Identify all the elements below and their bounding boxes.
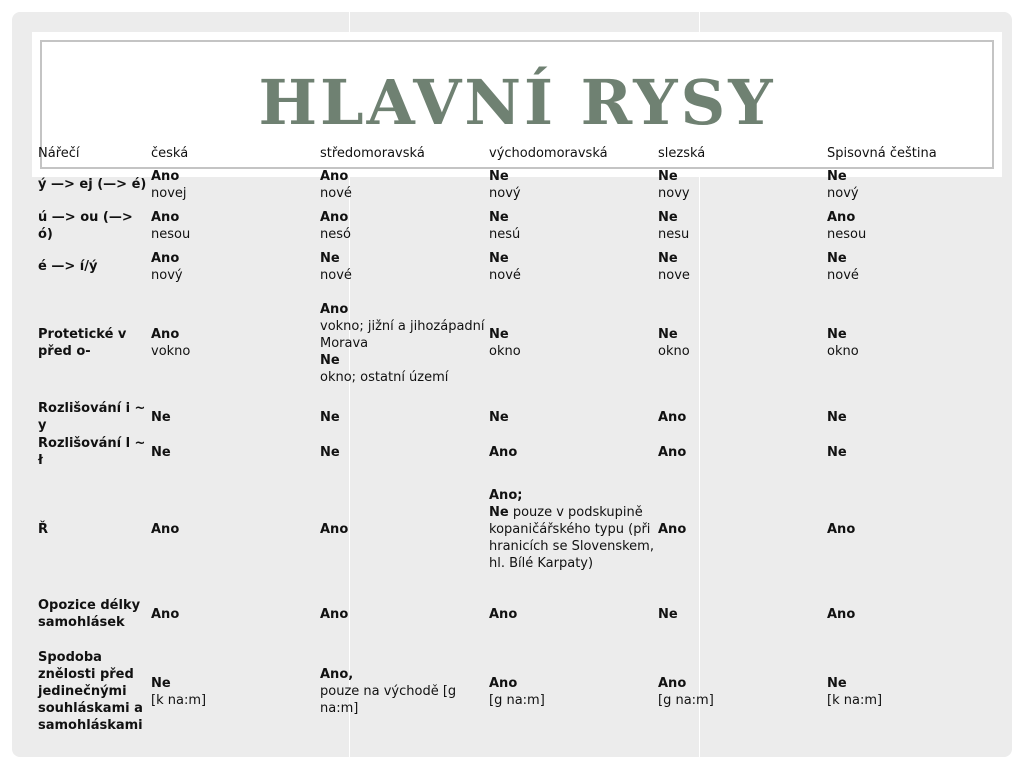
- table-header-row: [38, 142, 966, 164]
- cell-example: [k na:m]: [151, 692, 207, 708]
- header-cell: Spisovná čeština: [827, 145, 937, 161]
- table-cell: [320, 246, 489, 287]
- row-label: Opozice délky samohlásek: [38, 598, 141, 630]
- cell-value: Ano: [320, 301, 349, 317]
- table-cell: [658, 469, 827, 589]
- header-cell: středomoravská: [320, 145, 425, 161]
- cell-example: nesó: [320, 226, 351, 242]
- table-cell: [320, 164, 489, 205]
- row-label: Ř: [38, 521, 49, 537]
- table-cell: [827, 639, 966, 744]
- table-cell: [658, 246, 827, 287]
- row-label: Protetické v před o-: [38, 327, 127, 359]
- table-cell: [151, 164, 320, 205]
- cell-example: [g na:m]: [658, 692, 714, 708]
- table-cell: [489, 469, 658, 589]
- table-row: [38, 589, 966, 639]
- table-cell: [489, 164, 658, 205]
- cell-value: Ano: [320, 521, 349, 537]
- cell-value: Ne: [827, 168, 847, 184]
- table-cell: [489, 246, 658, 287]
- cell-value: Ano,: [320, 667, 354, 682]
- table-cell: [658, 435, 827, 469]
- cell-value: Ne: [151, 675, 171, 691]
- row-label: ý —> ej (—> é): [38, 177, 147, 192]
- cell-value: Ne: [827, 675, 847, 691]
- cell-value: Ano: [151, 606, 180, 622]
- cell-value: Ne: [658, 168, 678, 184]
- table-cell: [827, 287, 966, 399]
- cell-example: [k na:m]: [827, 692, 883, 708]
- table-cell: [489, 399, 658, 435]
- table-cell: [320, 589, 489, 639]
- row-label: Rozlišování l ~ ł: [38, 436, 146, 468]
- header-cell: Nářečí: [38, 145, 80, 161]
- cell-example: vokno; jižní a jihozápadní Morava: [320, 318, 485, 351]
- table-row: [38, 399, 966, 435]
- dialect-features-table: [38, 142, 966, 744]
- cell-example: novy: [658, 185, 690, 201]
- table-cell: [658, 589, 827, 639]
- table-cell: [827, 205, 966, 246]
- table-cell: [827, 435, 966, 469]
- cell-value: Ano: [489, 444, 518, 460]
- cell-example: okno: [827, 344, 859, 359]
- table-cell: [658, 639, 827, 744]
- table-cell: [151, 287, 320, 399]
- cell-value: Ne: [320, 444, 340, 460]
- cell-example: vokno: [151, 344, 191, 359]
- cell-value: Ne: [827, 327, 847, 342]
- cell-value-secondary: Ne: [320, 352, 340, 368]
- table-cell: [827, 589, 966, 639]
- cell-value: Ano: [151, 209, 180, 225]
- cell-example: nesu: [658, 226, 690, 242]
- cell-example: okno: [658, 344, 690, 359]
- table-cell: [151, 589, 320, 639]
- cell-example-secondary: pouze v podskupině kopaničářského typu (při hranicích se Slovenskem, hl. Bílé Karpaty): [489, 504, 654, 571]
- cell-value: Ne: [827, 409, 847, 425]
- cell-example: nový: [489, 185, 521, 201]
- cell-value: Ne: [658, 209, 678, 225]
- table-cell: [320, 469, 489, 589]
- table-cell: [320, 205, 489, 246]
- table-cell: [658, 287, 827, 399]
- cell-example: novej: [151, 185, 187, 201]
- row-label: ú —> ou (—> ó): [38, 209, 133, 242]
- cell-value: Ano: [320, 606, 349, 622]
- cell-value: Ne: [658, 606, 678, 622]
- cell-value: Ano: [827, 521, 856, 537]
- table-row: [38, 205, 966, 246]
- table-cell: [320, 435, 489, 469]
- cell-value: Ano: [489, 606, 518, 622]
- cell-example: nové: [320, 267, 352, 283]
- row-label: Spodoba znělosti před jedinečnými souhláskami a samohláskami: [38, 650, 143, 733]
- cell-value: Ne: [320, 409, 340, 425]
- cell-value-secondary: Ne: [489, 504, 509, 520]
- table-row: [38, 164, 966, 205]
- cell-example: nesú: [489, 226, 521, 242]
- cell-value: Ano: [827, 209, 856, 225]
- cell-value: Ano: [658, 444, 687, 460]
- cell-value: Ano: [658, 521, 687, 537]
- header-cell: slezská: [658, 145, 706, 161]
- cell-value: Ne: [151, 409, 171, 425]
- table-cell: [658, 164, 827, 205]
- table-cell: [489, 205, 658, 246]
- cell-example: okno: [489, 344, 521, 359]
- table-cell: [151, 639, 320, 744]
- cell-example: nesou: [827, 226, 867, 242]
- cell-example: nové: [320, 185, 352, 201]
- table-cell: [151, 399, 320, 435]
- cell-value: Ne: [658, 327, 678, 342]
- cell-example: nové: [489, 267, 521, 283]
- table-cell: [489, 287, 658, 399]
- table-cell: [489, 435, 658, 469]
- cell-value: Ano;: [489, 487, 523, 503]
- table-row: [38, 435, 966, 469]
- table-cell: [320, 639, 489, 744]
- cell-example: nové: [827, 267, 859, 283]
- row-label: é —> í/ý: [38, 259, 98, 274]
- cell-example: nesou: [151, 226, 191, 242]
- cell-value: Ne: [489, 409, 509, 425]
- slide-title: HLAVNÍ RYSY: [258, 66, 776, 139]
- cell-example: [g na:m]: [489, 692, 545, 708]
- table-cell: [151, 205, 320, 246]
- header-cell: česká: [151, 145, 189, 161]
- table-cell: [827, 246, 966, 287]
- slide: [12, 12, 1012, 757]
- table-cell: [320, 399, 489, 435]
- cell-value: Ano: [320, 209, 349, 225]
- table-cell: [827, 469, 966, 589]
- table-cell: [489, 589, 658, 639]
- cell-value: Ne: [658, 250, 678, 266]
- cell-value: Ne: [489, 168, 509, 184]
- table-cell: [151, 246, 320, 287]
- header-cell: východomoravská: [489, 145, 608, 161]
- table-cell: [151, 469, 320, 589]
- cell-value: Ne: [320, 250, 340, 266]
- cell-value: Ne: [827, 444, 847, 460]
- table-cell: [827, 399, 966, 435]
- table-row: [38, 469, 966, 589]
- table-row: [38, 246, 966, 287]
- cell-value: Ano: [658, 409, 687, 425]
- cell-example: nový: [151, 267, 183, 283]
- cell-value: Ano: [320, 168, 349, 184]
- cell-example: nový: [827, 185, 859, 201]
- table-cell: [320, 287, 489, 399]
- cell-value: Ano: [151, 521, 180, 537]
- cell-example-secondary: okno; ostatní území: [320, 369, 449, 385]
- cell-value: Ne: [489, 209, 509, 225]
- table-cell: [489, 639, 658, 744]
- cell-value: Ne: [489, 250, 509, 266]
- table-cell: [658, 205, 827, 246]
- table-cell: [151, 435, 320, 469]
- cell-value: Ne: [151, 444, 171, 460]
- cell-value: Ano: [151, 250, 180, 266]
- cell-value: Ne: [827, 250, 847, 266]
- cell-value: Ano: [489, 675, 518, 691]
- table-row: [38, 639, 966, 744]
- cell-value: Ano: [151, 327, 180, 342]
- cell-example: pouze na východě [g na:m]: [320, 684, 457, 716]
- row-label: Rozlišování i ~ y: [38, 401, 146, 433]
- cell-value: Ano: [151, 168, 180, 184]
- table-cell: [827, 164, 966, 205]
- table-row: [38, 287, 966, 399]
- cell-example: nove: [658, 267, 690, 283]
- cell-value: Ne: [489, 327, 509, 342]
- cell-value: Ano: [658, 675, 687, 691]
- cell-value: Ano: [827, 606, 856, 622]
- table-cell: [658, 399, 827, 435]
